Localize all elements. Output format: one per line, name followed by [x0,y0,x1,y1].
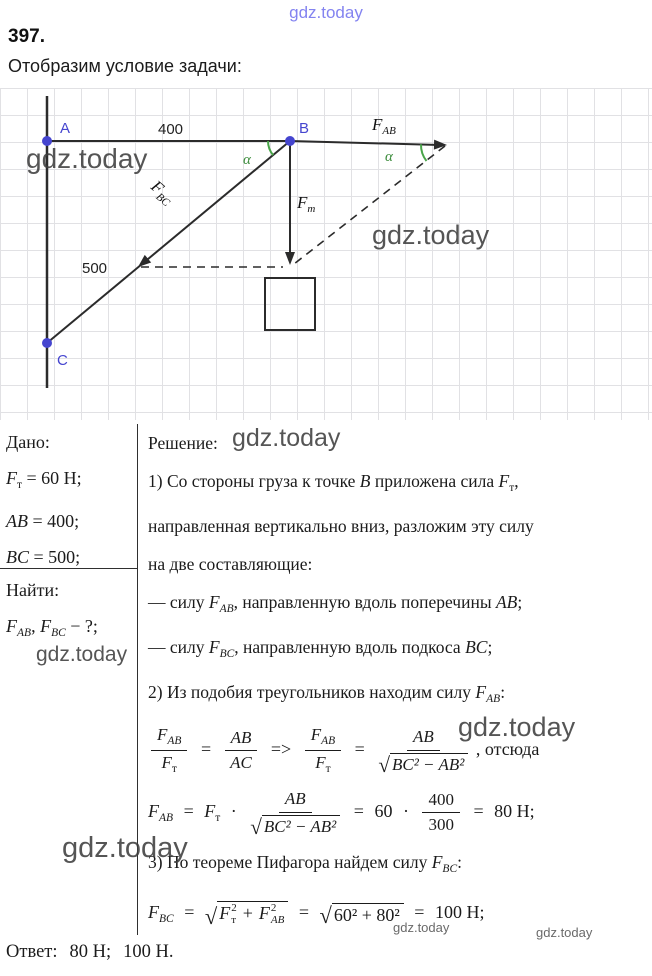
solution-line-3: на две составляющие: [148,554,313,574]
solution-line-4 [148,583,650,628]
fraction [378,727,468,778]
math-text: , [31,616,41,636]
label-point-c: C [57,352,68,369]
problem-number: 397. [8,26,45,47]
math-var: BC [6,547,30,567]
math-var: F [157,724,168,744]
equals-sign: = [184,902,195,922]
point-b-dot [285,136,295,146]
plus-sign: + [242,903,253,924]
given-bc [6,539,134,575]
numerator [151,725,187,752]
math-var: F [148,902,159,922]
point-c-dot [42,338,52,348]
math-var: F [204,801,216,821]
math-var: F [161,753,172,773]
angle-arc-b [268,141,273,155]
math-sub: AB [219,603,234,615]
solution-title: Решение: [148,433,218,453]
solution-line-5 [148,628,650,673]
math-sub: т [325,763,331,776]
math-sub: т [17,479,23,491]
radicand: BC² − AB² [262,815,340,837]
load-box [265,278,315,330]
math-var: F [6,616,17,636]
fraction [250,789,340,840]
math-var: F [219,903,231,924]
given-find-divider [0,568,137,569]
math-var: F [6,468,17,488]
math-sub: AB [159,812,174,824]
numerator: AB [225,728,258,751]
force-diagram [0,88,652,420]
equals-sign: = [414,902,425,922]
watermark-solution-1: gdz.today [232,424,341,452]
watermark-diagram-left: gdz.today [26,143,148,174]
numerator: AB [279,789,312,812]
math-sub: т [231,914,237,927]
math-var: F [208,637,220,657]
multiply-sign: · [402,801,409,821]
given-section [6,424,134,575]
text: 1) Со стороны груза к точке [148,471,360,491]
radical-sign: √ [204,904,218,930]
square-root [204,901,288,930]
math-sup: 2 [231,902,237,915]
result-value: 100 Н; [434,902,485,922]
solution-line-1 [148,462,650,507]
radicand: BC² − AB² [390,753,468,775]
given-ft [6,460,134,503]
fraction [305,725,341,778]
math-sub: BC [51,627,66,639]
label-point-a: A [60,120,71,137]
math-var: F [431,852,443,872]
answer-label: Ответ: [6,942,58,962]
result-value: 80 Н; [494,801,535,821]
denominator [378,751,468,778]
math-var: B [359,471,371,491]
math-var: F [310,724,322,744]
angle-arc-right [421,144,427,161]
math-sub: т [215,812,221,824]
find-section [6,572,134,651]
math-sub: AB [321,734,336,747]
label-point-b: B [299,120,310,137]
answer-value-2: 100 Н. [123,942,174,962]
label-force-ab: $F_{AB}$ [372,115,396,137]
answer-value-1: 80 Н; [69,942,112,962]
math-var: BC [465,637,488,657]
denominator [162,751,177,777]
label-length-bc: 500 [82,260,108,277]
equals-sign: = [200,739,212,759]
fraction [422,790,460,836]
math-sub: т [171,763,177,776]
denominator [250,813,340,840]
radical-sign: √ [319,902,332,928]
diagram-figure [0,88,652,420]
watermark-solution-3: gdz.today [458,712,576,742]
square-root [319,903,403,926]
math-sub: AB [486,693,501,705]
label-alpha-right: α [385,149,393,165]
math-sub: AB [17,627,32,639]
math-var: F [475,682,487,702]
multiply-sign: · [230,801,237,821]
math-var: F [40,616,52,636]
text: , направленную вдоль подкоса [234,637,466,657]
given-ab [6,503,134,539]
radicand [217,901,288,926]
text: ; [517,592,523,612]
math-var: F [315,753,326,773]
given-title: Дано: [6,432,50,452]
find-title: Найти: [6,580,60,600]
force-ab-arrowhead [434,140,447,150]
math-var: F [258,903,270,924]
square-root [250,815,340,840]
fraction [225,728,258,774]
text: ; [487,637,493,657]
math-var: AB [6,511,28,531]
denominator: 300 [428,815,454,835]
text: : [500,682,506,702]
math-sub: AB [270,914,285,927]
text: , направленную вдоль поперечины [233,592,496,612]
radical-sign: √ [378,753,390,778]
label-length-ab: 400 [158,121,184,138]
square-root [378,753,468,778]
implies-sign: => [270,739,292,759]
text: — силу [148,592,209,612]
math-text: = 500; [29,547,81,567]
math-sup: 2 [270,902,277,915]
formula-fab [148,780,650,842]
numerator: 400 [422,790,460,813]
math-var: F [498,471,510,491]
text: : [457,852,462,872]
watermark-footer-1: gdz.today [393,920,450,935]
equals-sign: = [473,801,484,821]
math-sub: BC [159,913,174,925]
force-t-arrowhead [285,252,295,265]
math-sub: т [509,482,515,494]
force-ab-arrow [290,141,440,145]
watermark-solution-4: gdz.today [62,832,188,864]
math-var: AB [495,592,518,612]
intro-text: Отобразим условие задачи: [8,56,242,76]
solution-line-2: направленная вертикально вниз, разложим эту силу [148,516,534,536]
denominator [315,751,330,777]
math-var: F [208,592,220,612]
text: 2) Из подобия треугольников находим силу [148,682,476,702]
numerator: AB [407,727,440,750]
radicand: 60² + 80² [332,903,404,926]
math-text: = 60 Н; [22,468,82,488]
math-text: − ?; [65,616,98,636]
watermark-top: gdz.today [289,3,363,22]
supsub [231,903,237,926]
text: 3) По теореме Пифагора найдем силу [148,852,432,872]
watermark-solution-2: gdz.today [36,643,128,666]
text: приложена сила [370,471,499,491]
watermark-diagram-right: gdz.today [372,220,490,250]
solution-section [148,424,650,942]
equals-sign: = [183,801,194,821]
watermark-footer-2: gdz.today [536,925,593,940]
label-force-bc: $F_{BC}$ [147,176,172,210]
math-var: F [148,801,159,821]
text: , [514,471,519,491]
text: , отсюда [475,739,540,759]
label-force-t: $F_т$ [297,193,316,215]
text: — силу [148,637,209,657]
equals-sign: = [298,902,309,922]
math-sub: AB [167,734,182,747]
numerator [305,725,341,752]
radical-sign: √ [250,815,262,840]
solution-line-7 [148,842,650,882]
equals-sign: = [353,801,364,821]
math-text: = 400; [28,511,80,531]
label-alpha-b: α [243,152,251,168]
math-sub: BC [219,648,235,660]
answer-line [6,942,174,963]
equals-sign: = [354,739,365,759]
math-sub: BC [442,863,458,875]
denominator: AC [230,753,252,773]
fraction [151,725,187,778]
number: 60 [374,801,393,821]
supsub [271,903,284,926]
